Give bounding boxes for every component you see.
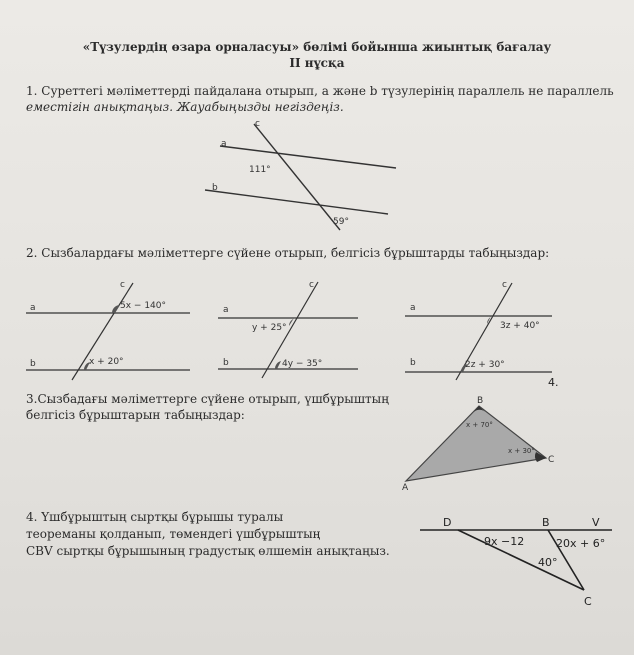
q2-fig2-label-c: c [309,280,314,290]
q2-text: 2. Сызбалардағы мәліметтерге сүйене отырып, белгісіз бұрыштарды табыңыздар: [26,246,550,260]
q2-fig1-label-a: a [30,303,36,313]
q2-fig3-label-c: c [502,280,507,290]
q3-label-C: C [548,455,555,465]
q3-angle-B: x + 70° [466,421,493,429]
q2-fig3-label-b: b [410,358,416,368]
q4-label-D: D [443,516,452,529]
q4-label-V: V [592,516,600,529]
q4-label-C: C [584,595,592,608]
q2-fig3-top-angle: 3z + 40° [500,321,540,331]
q2-fig2-label-a: a [223,305,229,315]
q4-expr-9x-12: 9x −12 [484,535,525,548]
q3-label-A: A [402,483,409,493]
q1-label-b: b [212,183,218,193]
q1-angle-59: 59° [333,217,349,227]
q2-fig2-top-angle: y + 25° [252,323,287,333]
q4-angle-40: 40° [538,556,558,569]
page-title: «Түзулердің өзара орналасуы» бөлімі бойынша жиынтық бағалау [82,40,552,54]
q4-text-line2: теореманы қолданып, төмендегі үшбұрыштың [26,527,321,541]
q1-label-c: c [255,119,260,129]
q2-fig1-bottom-angle: x + 20° [89,357,124,367]
q1-angle-111: 111° [249,165,271,175]
variant-label: II нұсқа [289,56,345,70]
q3-label-B: B [477,396,484,406]
q2-number-4: 4. [548,376,559,389]
q2-fig2-bottom-angle: 4y − 35° [282,359,323,369]
q2-fig1-label-c: c [120,280,125,290]
q2-fig3-label-a: a [410,303,416,313]
q1-label-a: a [221,139,227,149]
q4-text-line3: CBV сыртқы бұрышының градустық өлшемін анықтаңыз. [26,544,390,558]
q3-text-line1: 3.Сызбадағы мәліметтерге сүйене отырып, үшбұрыштың [26,392,389,406]
q2-fig1-label-b: b [30,359,36,369]
q1-text-line2: еместігін анықтаңыз. Жауабыңызды негіздеңіз. [26,100,344,114]
q1-text-line1: 1. Суреттегі мәліметтерді пайдалана отырып, a және b түзулерінің параллель не параллель [26,84,614,98]
q3-text-line2: белгісіз бұрыштарын табыңыздар: [26,408,245,422]
q4-expr-20x-6: 20x + 6° [556,537,606,550]
q4-label-B: B [542,516,550,529]
q3-angle-C: x + 30° [508,447,535,455]
q2-fig3-bottom-angle: 2z + 30° [465,360,505,370]
q4-text-line1: 4. Үшбұрыштың сыртқы бұрышы туралы [26,510,284,524]
q2-fig1-top-angle: 5x − 140° [120,301,166,311]
q2-fig2-label-b: b [223,358,229,368]
